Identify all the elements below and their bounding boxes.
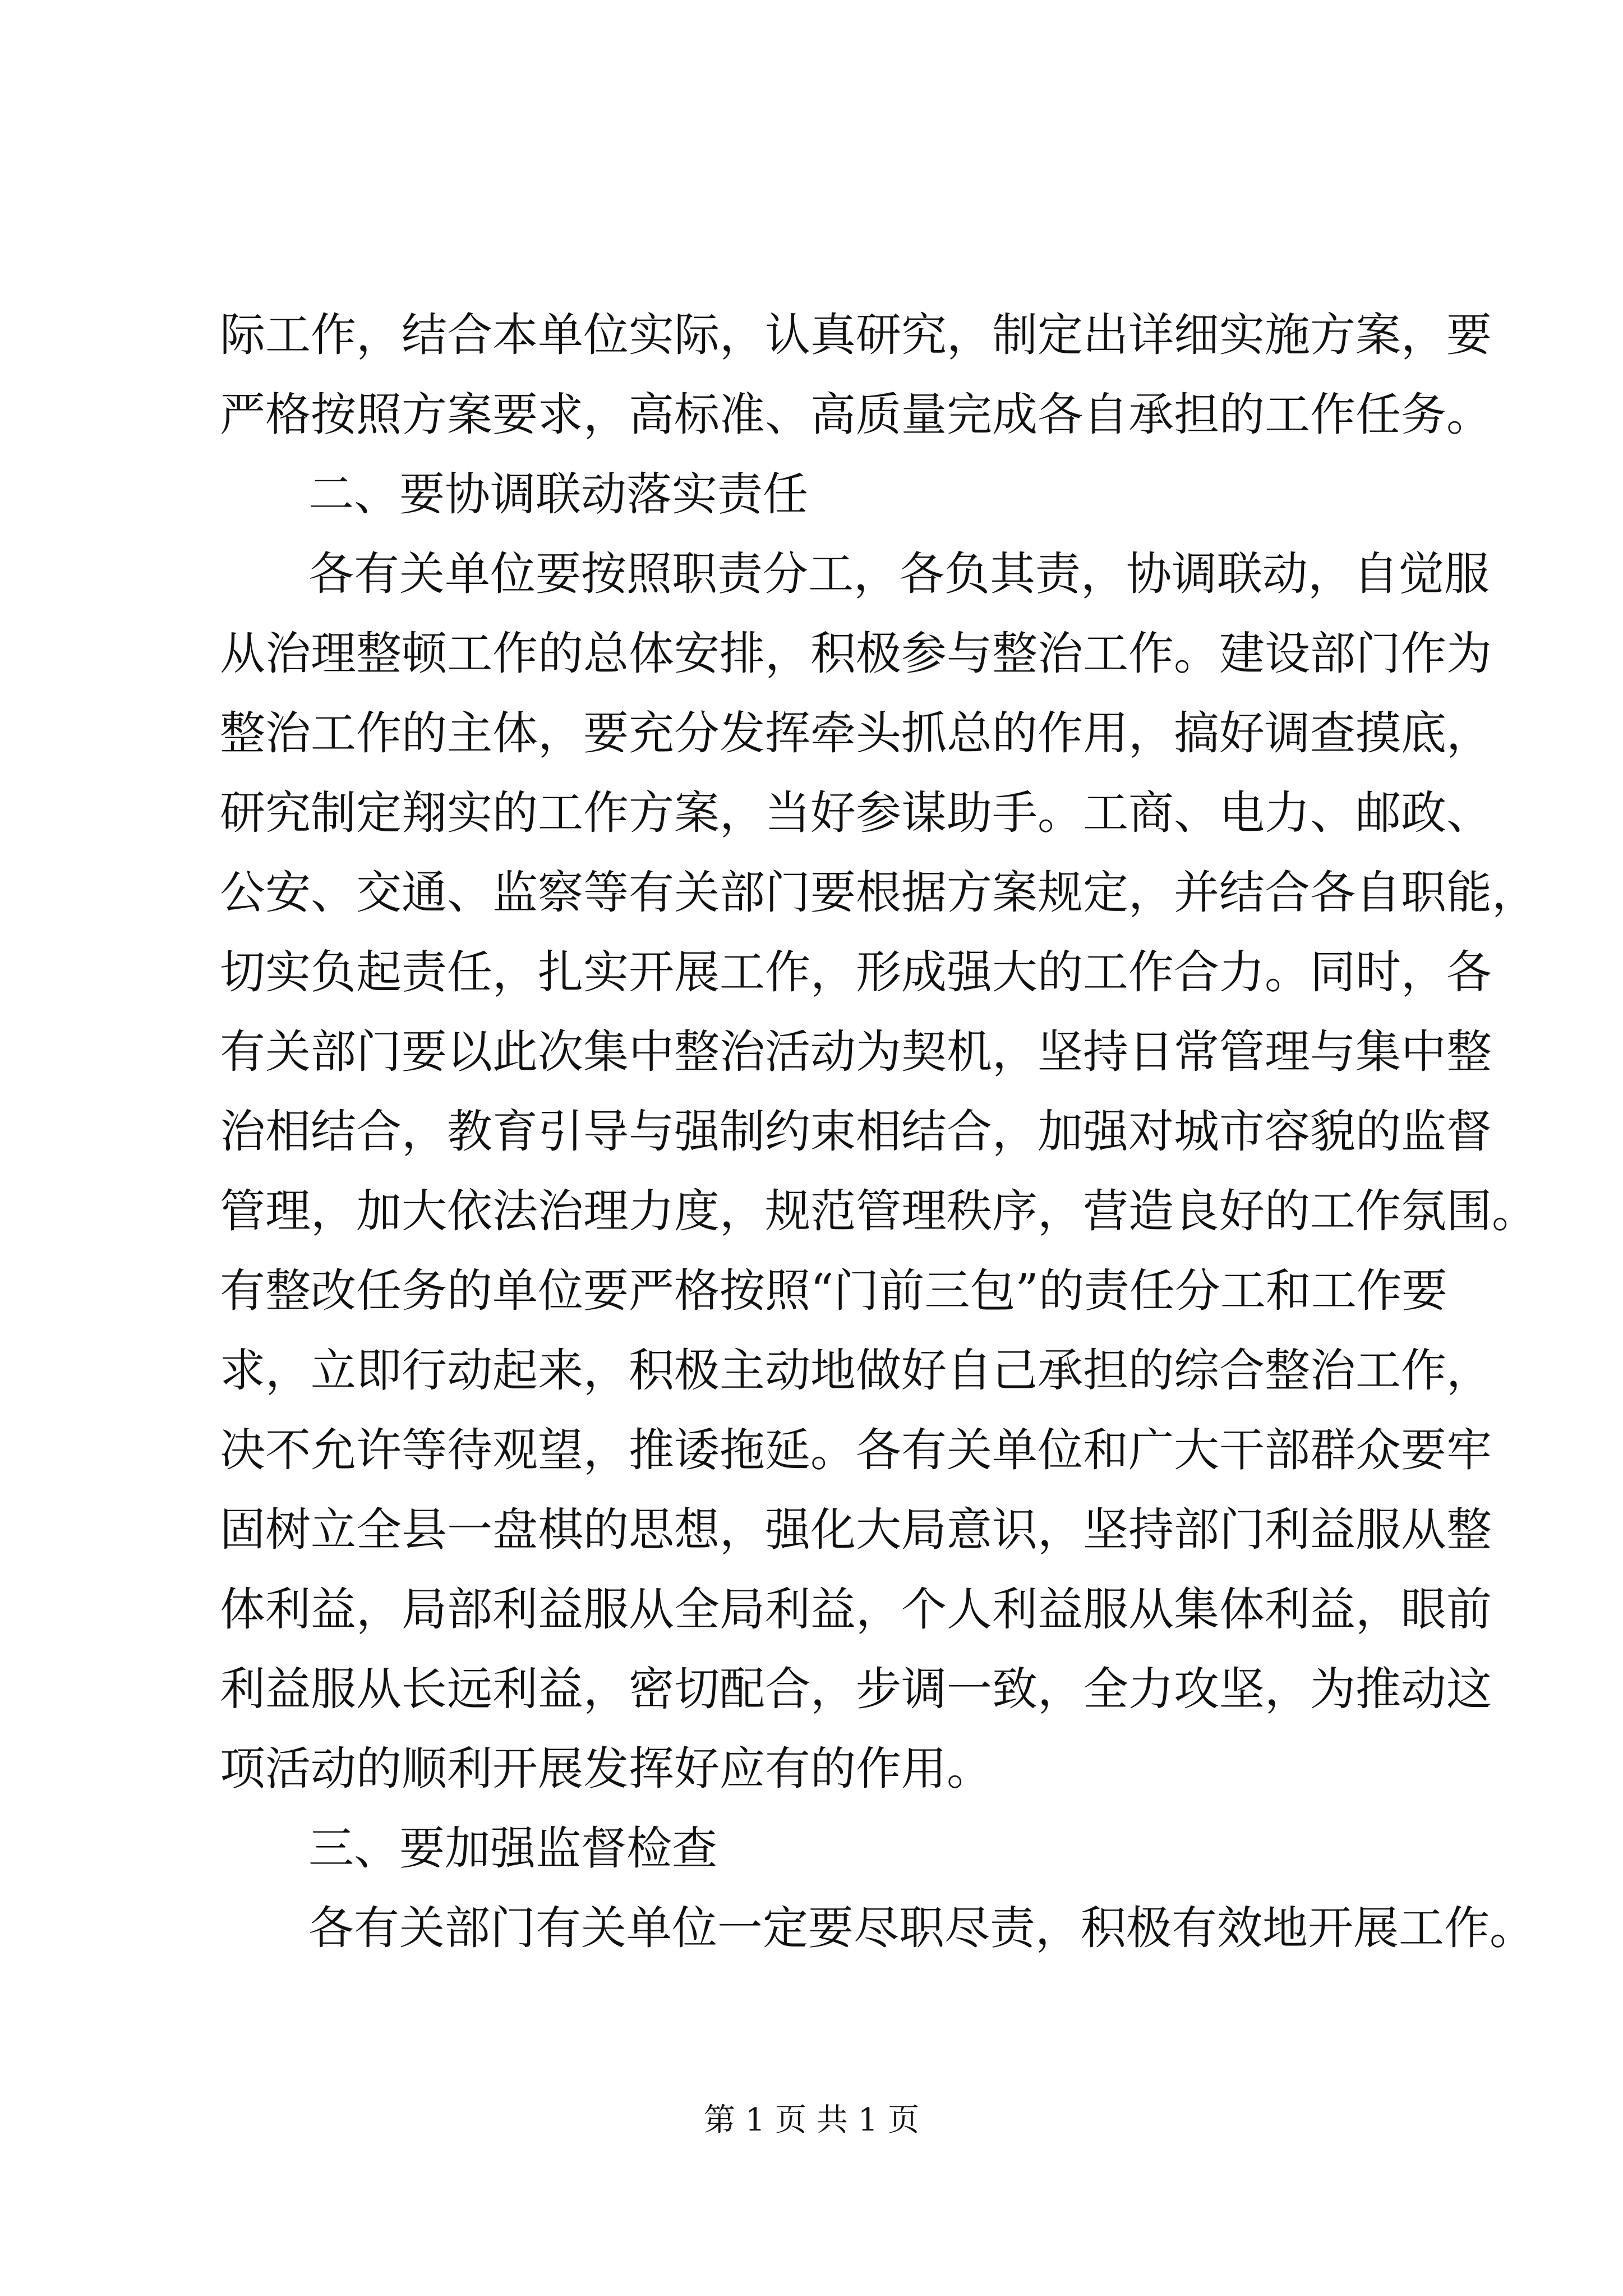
body-text-line: 研究制定翔实的工作方案，当好参谋助手。工商、电力、邮政、 (220, 787, 1492, 840)
body-text-line: 整治工作的主体，要充分发挥牵头抓总的作用，搞好调查摸底， (220, 707, 1492, 760)
body-text-line: 有关部门要以此次集中整治活动为契机，坚持日常管理与集中整 (220, 1026, 1492, 1079)
section-heading: 三、要加强监督检查 (308, 1823, 718, 1875)
body-text-line: 固树立全县一盘棋的思想，强化大局意识，坚持部门利益服从整 (220, 1504, 1492, 1557)
body-text-line: 求，立即行动起来，积极主动地做好自己承担的综合整治工作， (220, 1345, 1492, 1397)
section-heading: 二、要协调联动落实责任 (308, 468, 809, 521)
body-text-line: 决不允许等待观望，推诿拖延。各有关单位和广大干部群众要牢 (220, 1424, 1492, 1477)
body-text-line: 治相结合，教育引导与强制约束相结合，加强对城市容貌的监督 (220, 1106, 1492, 1158)
body-text-line: 管理，加大依法治理力度，规范管理秩序，营造良好的工作氛围。 (220, 1185, 1538, 1238)
body-text-line: 各有关单位要按照职责分工，各负其责，协调联动，自觉服 (308, 548, 1490, 601)
body-text-line: 从治理整顿工作的总体安排，积极参与整治工作。建设部门作为 (220, 628, 1492, 680)
body-text-line: 严格按照方案要求，高标准、高质量完成各自承担的工作任务。 (220, 389, 1492, 441)
body-text-line: 项活动的顺利开展发挥好应有的作用。 (220, 1743, 993, 1796)
body-text-line: 利益服从长远利益，密切配合，步调一致，全力攻坚，为推动这 (220, 1663, 1492, 1716)
body-text-line: 际工作，结合本单位实际，认真研究，制定出详细实施方案，要 (220, 309, 1492, 362)
page-number-footer: 第 1 页 共 1 页 (703, 2102, 920, 2138)
body-text-line: 公安、交通、监察等有关部门要根据方案规定，并结合各自职能， (220, 867, 1538, 919)
body-text-line: 体利益，局部利益服从全局利益，个人利益服从集体利益，眼前 (220, 1584, 1492, 1636)
body-text-line: 有整改任务的单位要严格按照“门前三包”的责任分工和工作要 (220, 1265, 1447, 1318)
body-text-line: 各有关部门有关单位一定要尽职尽责，积极有效地开展工作。 (308, 1902, 1536, 1955)
body-text-line: 切实负起责任，扎实开展工作，形成强大的工作合力。同时，各 (220, 946, 1492, 999)
